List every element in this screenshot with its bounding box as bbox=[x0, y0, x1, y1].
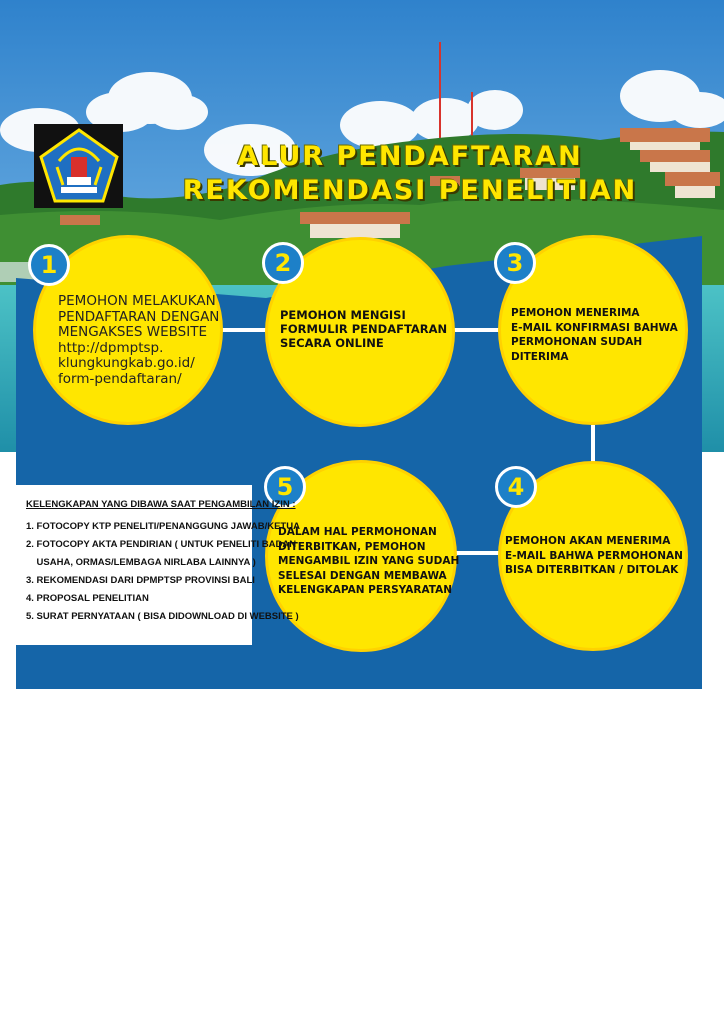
step-5-line: DALAM HAL PERMOHONAN bbox=[278, 526, 437, 538]
requirement-item: 2. FOTOCOPY AKTA PENDIRIAN ( UNTUK PENELITI BADAN bbox=[26, 539, 297, 550]
step-1-line: form-pendaftaran/ bbox=[58, 370, 182, 387]
step-1-badge: 1 bbox=[28, 244, 70, 286]
regency-logo bbox=[34, 124, 123, 208]
connector-2-3 bbox=[450, 328, 505, 332]
title-line-2: REKOMENDASI PENELITIAN bbox=[182, 175, 638, 206]
requirement-item: 5. SURAT PERNYATAAN ( BISA DIDOWNLOAD DI WEBSITE ) bbox=[26, 611, 299, 622]
step-1-line: PEMOHON MELAKUKAN bbox=[58, 293, 216, 309]
requirement-item: 4. PROPOSAL PENELITIAN bbox=[26, 593, 149, 604]
step-1-line: http://dpmptsp. bbox=[58, 339, 164, 356]
requirement-item: 3. REKOMENDASI DARI DPMPTSP PROVINSI BALI bbox=[26, 575, 255, 586]
step-2-line: PEMOHON MENGISI bbox=[280, 308, 406, 322]
step-1-text bbox=[58, 294, 219, 387]
step-3-line: PEMOHON MENERIMA bbox=[511, 307, 640, 319]
step-3-badge: 3 bbox=[494, 242, 536, 284]
step-4-text bbox=[505, 534, 683, 578]
step-2-line: FORMULIR PENDAFTARAN bbox=[280, 322, 448, 336]
step-3-line: DITERIMA bbox=[511, 350, 569, 363]
step-4-line: PEMOHON AKAN MENERIMA bbox=[505, 535, 671, 547]
step-2-line: SECARA ONLINE bbox=[280, 336, 384, 350]
step-2-badge: 2 bbox=[262, 242, 304, 284]
step-3-line: E-MAIL KONFIRMASI BAHWA bbox=[511, 321, 678, 334]
requirements-title: KELENGKAPAN YANG DIBAWA SAAT PENGAMBILAN IZIN : bbox=[26, 499, 296, 510]
step-4-badge: 4 bbox=[495, 466, 537, 508]
step-5-text bbox=[278, 525, 459, 598]
step-5-badge: 5 bbox=[264, 466, 306, 508]
requirement-item: USAHA, ORMAS/LEMBAGA NIRLABA LAINNYA ) bbox=[26, 557, 256, 568]
step-5-line: DITERBITKAN, PEMOHON bbox=[278, 540, 426, 553]
step-1-line: PENDAFTARAN DENGAN bbox=[58, 308, 220, 325]
page-title bbox=[130, 140, 690, 208]
step-3-line: PERMOHONAN SUDAH bbox=[511, 336, 643, 348]
step-1-line: klungkungkab.go.id/ bbox=[58, 355, 195, 371]
connector-1-2 bbox=[220, 328, 270, 332]
requirements-box bbox=[16, 485, 300, 645]
regency-emblem-icon bbox=[37, 127, 121, 205]
step-5-line: MENGAMBIL IZIN YANG SUDAH bbox=[278, 555, 460, 567]
step-4-line: E-MAIL BAHWA PERMOHONAN bbox=[505, 549, 683, 562]
step-4-line: BISA DITERBITKAN / DITOLAK bbox=[505, 564, 679, 576]
requirement-item: 1. FOTOCOPY KTP PENELITI/PENANGGUNG JAWAB/KETUA bbox=[26, 521, 300, 532]
step-3-text bbox=[511, 306, 678, 364]
step-5-line: SELESAI DENGAN MEMBAWA bbox=[278, 569, 447, 582]
step-2-text bbox=[280, 308, 447, 350]
step-1-line: MENGAKSES WEBSITE bbox=[58, 324, 208, 340]
step-5-line: KELENGKAPAN PERSYARATAN bbox=[278, 584, 453, 596]
title-line-1: ALUR PENDAFTARAN bbox=[237, 141, 583, 172]
